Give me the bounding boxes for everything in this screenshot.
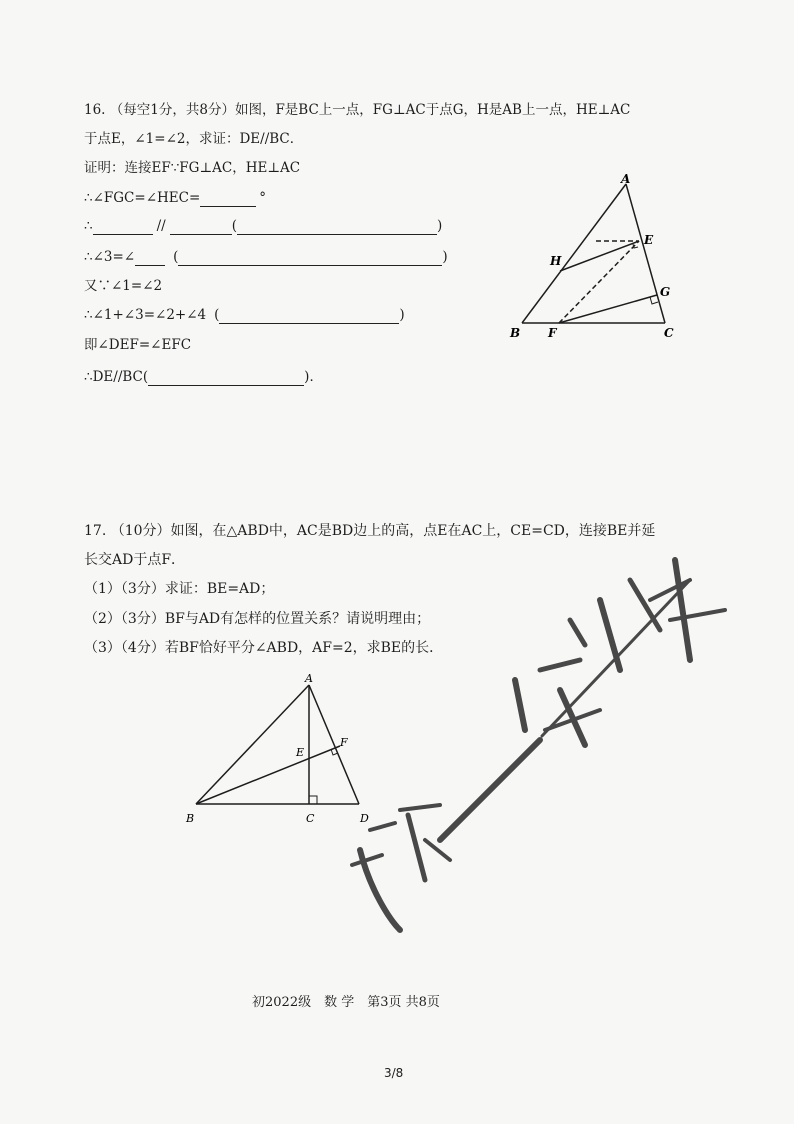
q16-step-7-end: ． (309, 369, 323, 385)
label-E: E (644, 233, 654, 247)
segment-BF (196, 746, 340, 804)
right-angle-mark-E (633, 244, 638, 248)
reason-blank[interactable] (237, 220, 437, 235)
q16-step-5-text: ∴∠1+∠3=∠2+∠4 (84, 307, 207, 323)
label-D: D (360, 812, 369, 825)
q17-line-1: 17. （10分）如图，在△ABD中，AC是BD边上的高，点E在AC上，CE=CD，连接BE并延 (84, 523, 656, 539)
label-A: A (305, 672, 313, 685)
reason-parentheses (143, 368, 310, 386)
q17-line-2: 长交AD于点F． (84, 552, 186, 568)
reason-parentheses (173, 248, 448, 266)
q17-part-1: （1）（3分）求证：BE=AD； (84, 581, 275, 597)
q16-step-1 (84, 189, 266, 207)
q16-line-2: 于点E，∠1=∠2，求证：DE//BC． (84, 131, 304, 147)
answer-blank[interactable] (135, 251, 165, 266)
label-C: C (306, 812, 315, 825)
answer-blank[interactable] (170, 220, 232, 235)
q16-step-1-unit: ° (259, 190, 267, 206)
school-stamp-watermark (330, 540, 740, 940)
label-B: B (510, 326, 521, 340)
label-C: C (664, 326, 674, 340)
q16-step-2-parallel: // (156, 218, 166, 234)
q16-step-7-text: ∴DE//BC (84, 369, 143, 385)
side-AD (309, 685, 359, 804)
segment-EF (559, 241, 639, 323)
q16-step-5 (84, 306, 405, 324)
side-AB (522, 184, 626, 323)
q16-step-3-text: ∴∠3=∠ (84, 249, 136, 265)
q17-part-3: （3）（4分）若BF恰好平分∠ABD，AF=2，求BE的长． (84, 640, 444, 656)
label-F: F (548, 326, 557, 340)
label-A: A (621, 172, 631, 186)
reason-blank[interactable] (148, 371, 304, 386)
right-angle-mark-C (309, 796, 317, 804)
q17-triangle-figure (180, 670, 390, 830)
label-B: B (186, 812, 195, 825)
q16-step-6: 即∠DEF=∠EFC (84, 337, 192, 353)
answer-blank[interactable] (93, 220, 153, 235)
label-G: G (660, 285, 671, 299)
q16-step-7 (84, 368, 323, 386)
label-H: H (550, 254, 562, 268)
q16-triangle-figure (500, 165, 700, 350)
q16-line-1: 16. （每空1分，共8分）如图，F是BC上一点，FG⊥AC于点G，H是AB上一点，HE⊥AC (84, 102, 631, 118)
q16-step-4: 又∵∠1=∠2 (84, 278, 163, 294)
label-F: F (340, 736, 348, 749)
page-counter: 3/8 (384, 1066, 404, 1080)
reason-parentheses (232, 217, 443, 235)
right-angle-mark-G (650, 297, 658, 304)
q17-part-2: （2）（3分）BF与AD有怎样的位置关系？请说明理由； (84, 611, 431, 627)
q16-step-2 (84, 217, 442, 235)
q16-step-3 (84, 248, 448, 266)
q16-step-2-text: ∴ (84, 218, 93, 234)
q16-step-1-text: ∴∠FGC=∠HEC= (84, 190, 201, 206)
reason-blank[interactable] (178, 251, 442, 266)
q16-proof-intro: 证明：连接EF∵FG⊥AC，HE⊥AC (84, 160, 301, 176)
page-footer: 初2022级 数 学 第3页 共8页 (252, 995, 440, 1010)
label-E: E (296, 746, 305, 759)
reason-parentheses (214, 306, 405, 324)
reason-blank[interactable] (219, 309, 399, 324)
answer-blank[interactable] (200, 192, 256, 207)
side-AB (196, 685, 309, 804)
